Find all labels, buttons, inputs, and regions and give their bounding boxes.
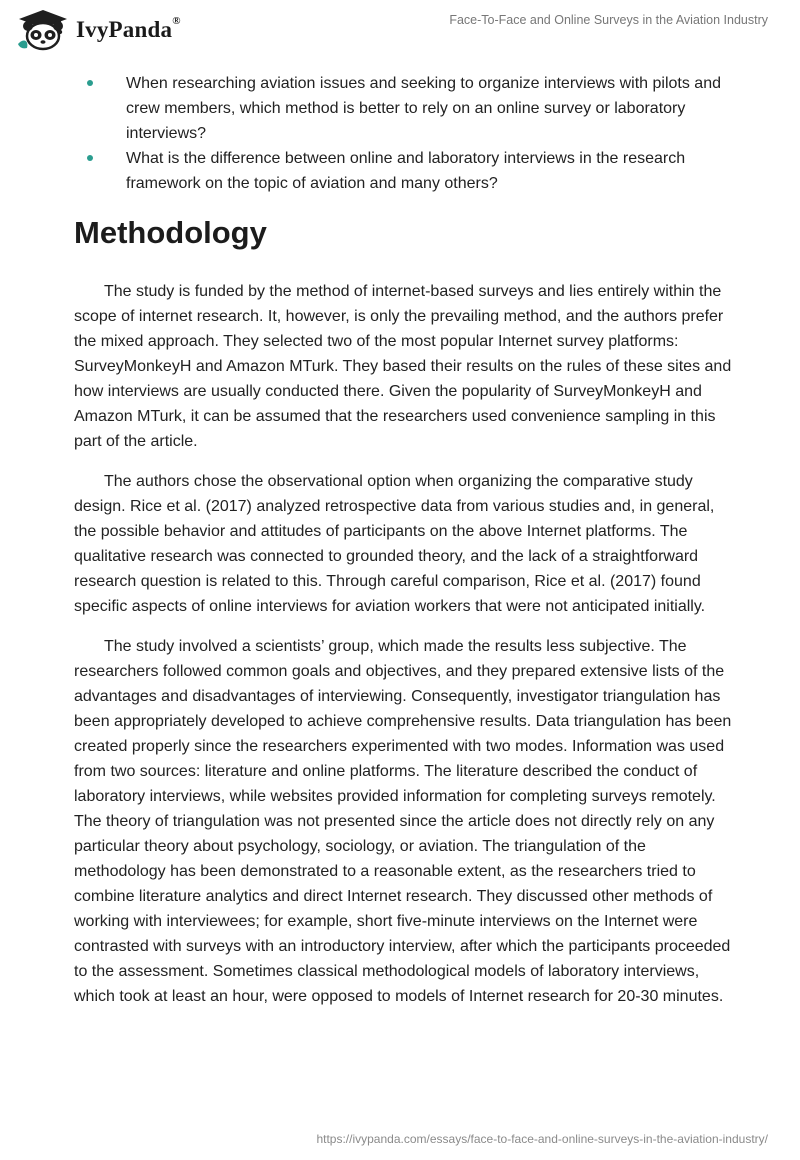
- brand-name: IvyPanda®: [76, 15, 181, 42]
- list-item: [74, 146, 734, 196]
- article-body: [74, 71, 734, 1009]
- list-item-text: What is the difference between online and laboratory interviews in the research framework on the topic of aviation and many others?: [126, 150, 686, 192]
- bullet-dot-icon: [87, 80, 93, 86]
- page-header: [0, 0, 800, 60]
- panda-logo-icon: [15, 8, 71, 52]
- section-heading: Methodology: [74, 215, 267, 250]
- document-title: Face-To-Face and Online Surveys in the Aviation Industry: [449, 13, 768, 27]
- paragraph: The study involved a scientists’ group, which made the results less subjective. The researchers followed common goals and objectives, and they prepared extensive lists of the advantages and disadvantages of interviewing. Consequently, investigator triangulation has been appropriately developed to achieve comprehensive results. Data triangulation has been created properly since the researchers experimented with two modes. Information was used from two sources: literature and online platforms. The literature described the conduct of laboratory interviews, while websites provided information for completing surveys remotely. The theory of triangulation was not presented since the article does not directly rely on any particular theory about psychology, sociology, or aviation. The triangulation of the methodology has been demonstrated to a reasonable extent, as the researchers tried to combine literature analytics and direct Internet research. They discussed other methods of working with interviewees; for example, short five-minute interviews on the Internet were contrasted with surveys with an introductory interview, after which the participants proceeded to the assessment. Sometimes classical methodological models of laboratory interviews, which took at least an hour, were opposed to models of Internet research for 20-30 minutes.: [74, 638, 732, 1005]
- bullet-dot-icon: [87, 155, 93, 161]
- paragraph: The study is funded by the method of internet-based surveys and lies entirely within the scope of internet research. It, however, is only the prevailing method, and the authors prefer the mixed approach. They selected two of the most popular Internet survey platforms: SurveyMonkeyH and Amazon MTurk. They based their results on the rules of these sites and how interviews are usually conducted there. Given the popularity of SurveyMonkeyH and Amazon MTurk, it can be assumed that the researchers used convenience sampling in this part of the article.: [74, 283, 732, 450]
- list-item-text: When researching aviation issues and seeking to organize interviews with pilots and crew members, which method is better to rely on an online survey or laboratory interviews?: [126, 75, 721, 142]
- question-list: [74, 71, 734, 196]
- list-item: [74, 71, 734, 146]
- source-url-link[interactable]: https://ivypanda.com/essays/face-to-face-and-online-surveys-in-the-aviation-industry/: [316, 1132, 768, 1146]
- paragraph: The authors chose the observational option when organizing the comparative study design. Rice et al. (2017) analyzed retrospective data from various studies and, in general, the possible behavior and attitudes of participants on the above Internet platforms. The qualitative research was connected to grounded theory, and the lack of a straightforward research question is related to this. Through careful comparison, Rice et al. (2017) found specific aspects of online interviews for aviation workers that were not anticipated initially.: [74, 473, 715, 615]
- brand-logo[interactable]: [15, 8, 181, 52]
